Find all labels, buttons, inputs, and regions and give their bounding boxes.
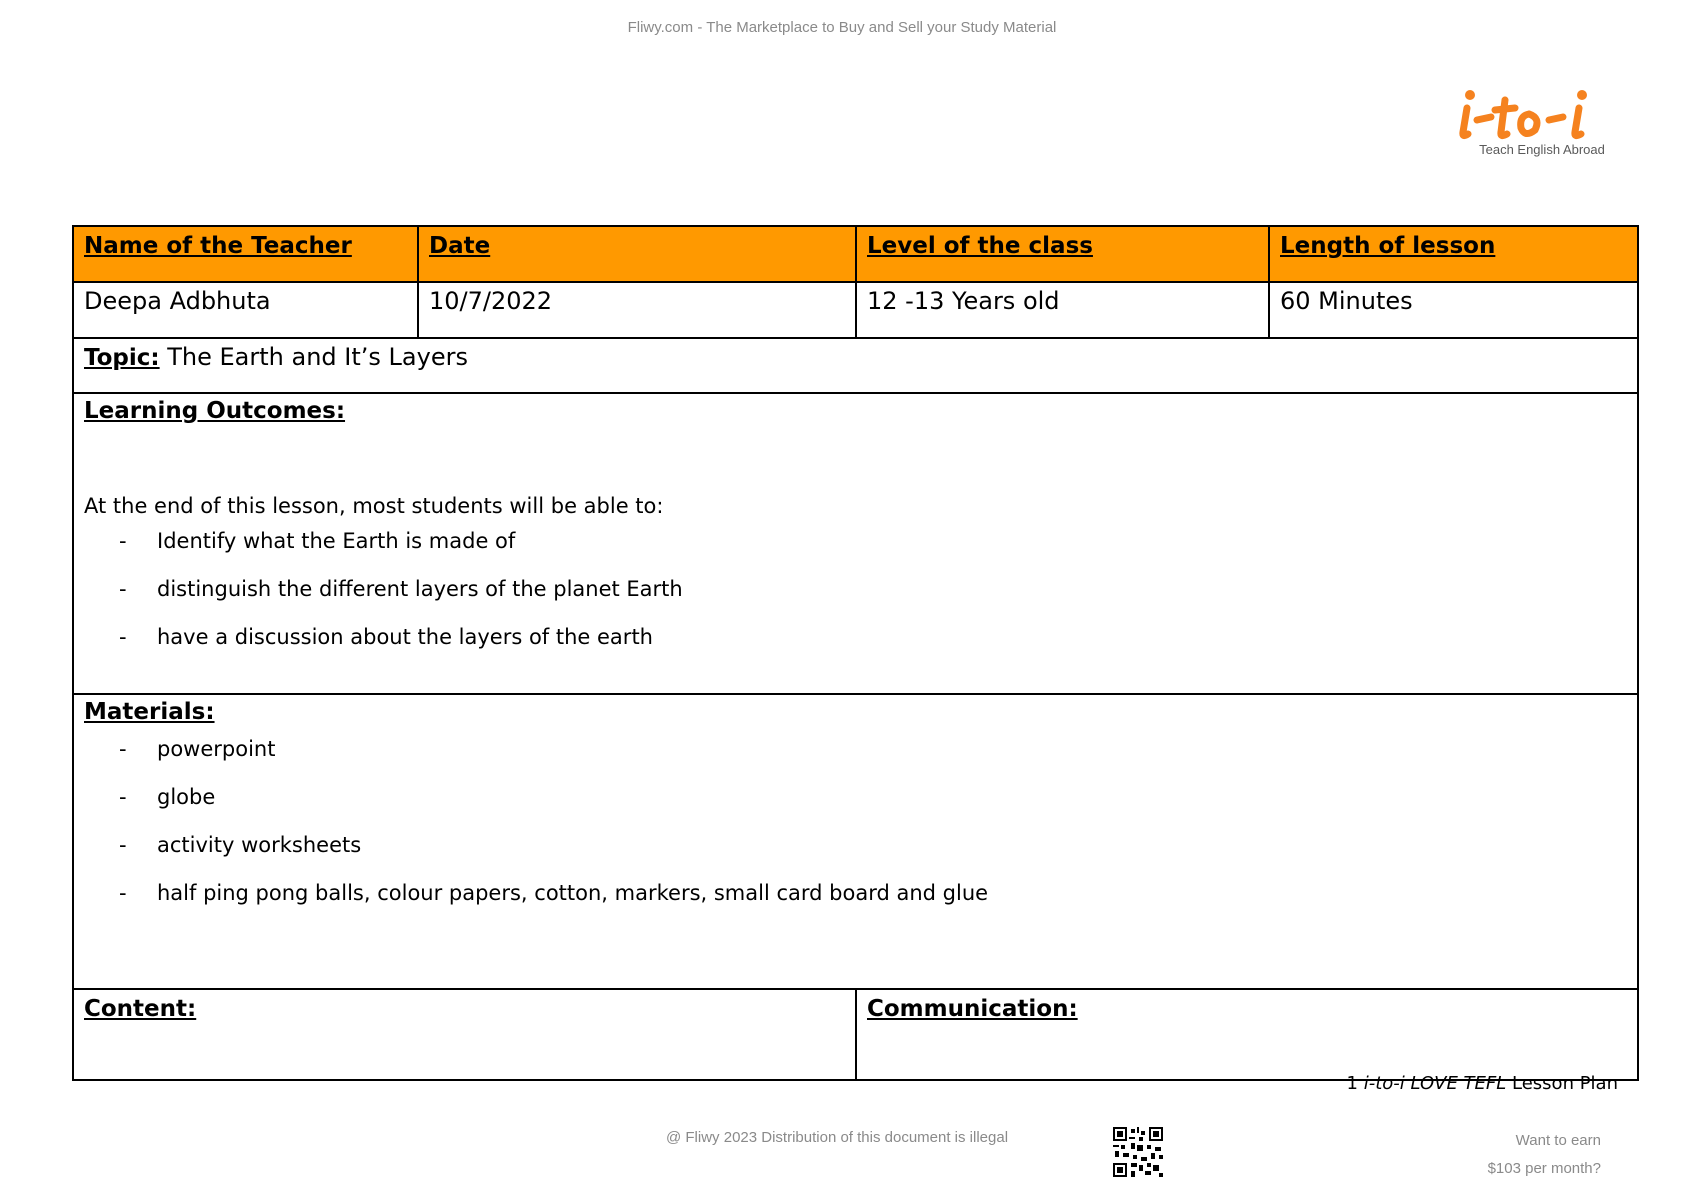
teacher-header: Name of the Teacher [84, 233, 352, 259]
materials-row [73, 694, 1638, 989]
teacher-name: Deepa Adbhuta [73, 282, 418, 338]
length-header-cell [1269, 226, 1638, 282]
bullet-dash: - [119, 784, 127, 809]
material-text: activity worksheets [157, 832, 362, 857]
length-header: Length of lesson [1280, 233, 1496, 259]
bullet-dash: - [119, 736, 127, 761]
communication-cell [856, 989, 1638, 1080]
list-item [84, 833, 1628, 881]
teacher-header-cell [73, 226, 418, 282]
material-text: half ping pong balls, colour papers, cotton, markers, small card board and glue [157, 880, 989, 905]
list-item [84, 625, 1628, 673]
level-header-cell [856, 226, 1269, 282]
date-header: Date [429, 233, 491, 259]
earn-promo[interactable] [1488, 1127, 1601, 1183]
footer-doc-suffix: Lesson Plan [1506, 1073, 1618, 1094]
learning-outcomes-intro: At the end of this lesson, most students will be able to: [84, 493, 664, 518]
list-item [84, 577, 1628, 625]
outcome-text: have a discussion about the layers of the earth [157, 624, 653, 649]
list-item [84, 785, 1628, 833]
qr-code-icon[interactable] [1113, 1127, 1163, 1177]
topic-cell [73, 338, 1638, 393]
outcome-text: distinguish the different layers of the planet Earth [157, 576, 683, 601]
list-item [84, 529, 1628, 577]
page-number: 1 [1346, 1073, 1358, 1094]
bullet-dash: - [119, 528, 127, 553]
topic-label: Topic: [84, 345, 160, 371]
top-watermark: Fliwy.com - The Marketplace to Buy and Sell your Study Material [627, 19, 1057, 36]
materials-list [84, 737, 1628, 929]
bullet-dash: - [119, 880, 127, 905]
bullet-dash: - [119, 832, 127, 857]
i-to-i-logo-mark [1455, 84, 1623, 144]
copyright-notice: @ Fliwy 2023 Distribution of this document is illegal [666, 1129, 1009, 1146]
content-label: Content: [84, 996, 197, 1022]
lesson-plan-table [72, 225, 1639, 1081]
materials-cell [73, 694, 1638, 989]
level-header: Level of the class [867, 233, 1093, 259]
outcome-text: Identify what the Earth is made of [157, 528, 516, 553]
material-text: globe [157, 784, 216, 809]
earn-line-1: Want to earn [1515, 1132, 1601, 1149]
lesson-values-row [73, 282, 1638, 338]
lesson-date: 10/7/2022 [418, 282, 856, 338]
bullet-dash: - [119, 624, 127, 649]
lesson-length: 60 Minutes [1269, 282, 1638, 338]
earn-line-2: $103 per month? [1487, 1160, 1601, 1177]
content-cell [73, 989, 856, 1080]
page-footer-note [1347, 1073, 1618, 1094]
list-item [84, 737, 1628, 785]
footer-doc-title: LOVE TEFL [1404, 1073, 1507, 1094]
class-level: 12 -13 Years old [856, 282, 1269, 338]
logo-tagline: Teach English Abroad [1479, 142, 1605, 157]
topic-value: The Earth and It’s Layers [159, 343, 468, 371]
bullet-dash: - [119, 576, 127, 601]
learning-outcomes-cell [73, 393, 1638, 694]
footer-brand: i-to-i [1363, 1073, 1405, 1094]
list-item [84, 881, 1628, 929]
lesson-header-row [73, 226, 1638, 282]
communication-label: Communication: [867, 996, 1078, 1022]
learning-outcomes-row [73, 393, 1638, 694]
i-to-i-logo [1455, 84, 1623, 166]
material-text: powerpoint [157, 736, 276, 761]
topic-row [73, 338, 1638, 393]
content-communication-row [73, 989, 1638, 1080]
learning-outcomes-list [84, 529, 1628, 673]
date-header-cell [418, 226, 856, 282]
learning-outcomes-label: Learning Outcomes: [84, 398, 346, 424]
materials-label: Materials: [84, 699, 215, 725]
